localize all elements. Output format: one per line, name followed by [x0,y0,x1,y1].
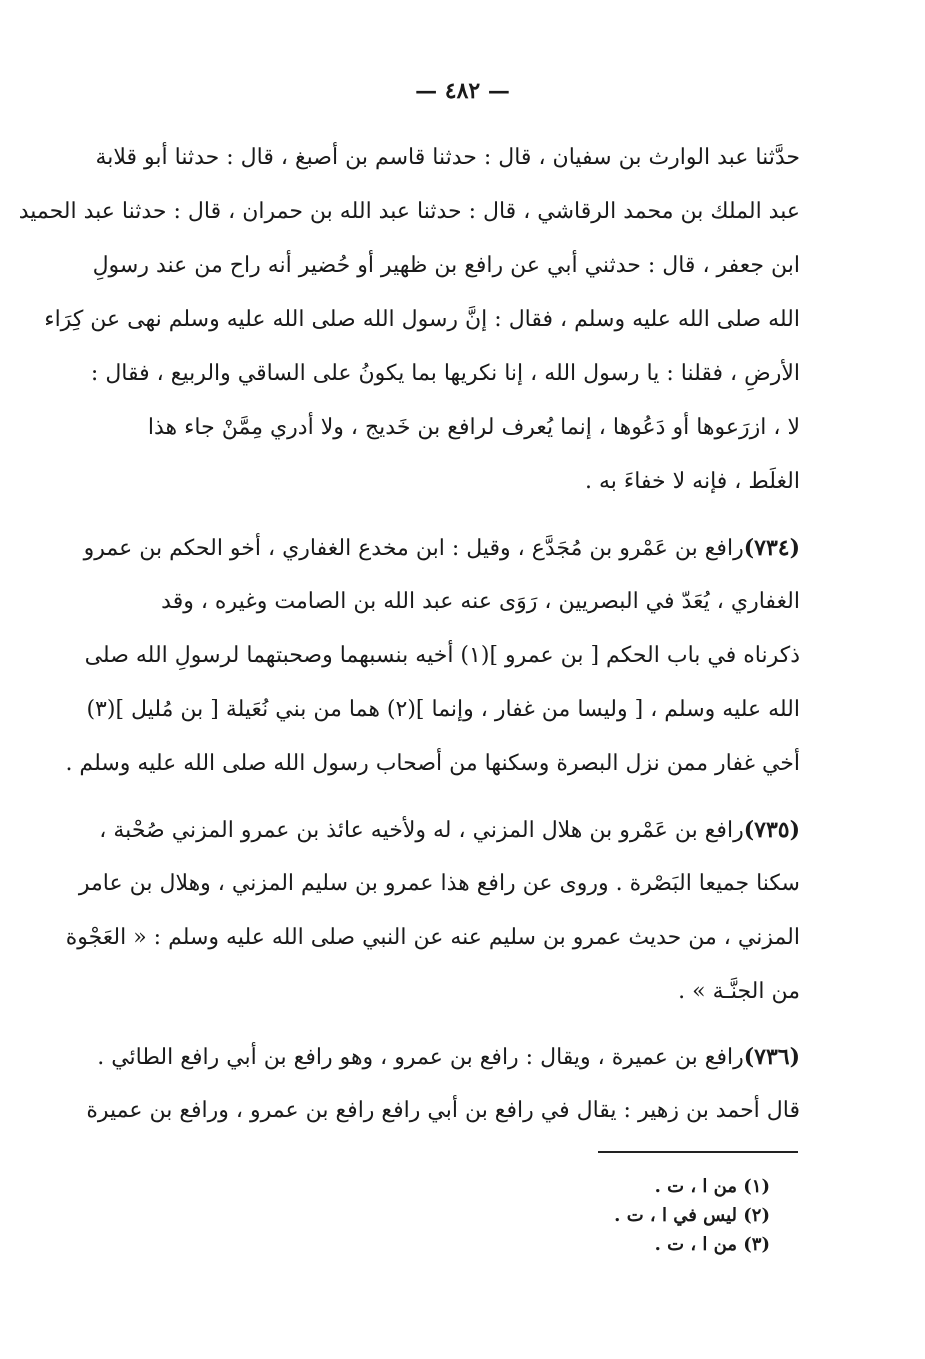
text-line: سكنا جميعا البَصْرة . وروى عن رافع هذا عمرو بن سليم المزني ، وهلال بن عامر [78,871,800,896]
entry-734 [65,521,800,791]
text-line [83,521,800,575]
paragraph-1 [18,131,800,509]
page-number: — ٤٨٢ — [415,78,510,104]
entry-735 [65,803,800,1019]
text-line: ابن جعفر ، قال : حدثني أبي عن رافع بن ظهير أو حُضير أنه راح من عند رسولِ [92,253,800,278]
text-line [97,1030,800,1084]
footnote: (٢) ليس في ا ، ت . [614,1205,770,1226]
entry-number: (٧٣٥) [743,817,800,843]
entry-first-line: رافع بن عَمْرو بن مُجَدَّع ، وقيل : ابن مخدع الغفاري ، أخو الحكم بن عمرو [83,536,744,561]
footnote-divider [598,1151,798,1153]
entry-number: (٧٣٦) [743,1044,800,1070]
entry-736 [86,1030,800,1138]
text-line: من الجنَّـة » . [678,979,800,1004]
text-line: الغلَط ، فإنه لا خفاءَ به . [584,469,800,494]
text-line: لا ، ازرَعوها أو دَعُوها ، إنما يُعرف لرافع بن خَديج ، ولا أدري مِمَّنْ جاء هذا [147,415,800,440]
footnote: (١) من ا ، ت . [654,1176,770,1197]
footnotes [520,1172,770,1259]
entry-first-line: رافع بن عَمْرو بن هلال المزني ، له ولأخيه عائذ بن عمرو المزني صُحْبة ، [99,818,744,843]
text-line: المزني ، من حديث عمرو بن سليم عنه عن النبي صلى الله عليه وسلم : « العَجْوة [65,925,800,950]
text-line: الله صلى الله عليه وسلم ، فقال : إنَّ رسول الله صلى الله عليه وسلم نهى عن كِرَاء [44,307,800,332]
text-line: حدَّثنا عبد الوارث بن سفيان ، قال : حدثنا قاسم بن أصبغ ، قال : حدثنا أبو قلابة [95,145,800,170]
text-line [99,803,800,857]
entry-first-line: رافع بن عميرة ، ويقال : رافع بن عمرو ، وهو رافع بن أبي رافع الطائي . [97,1045,744,1070]
text-line: الأرضِ ، فقلنا : يا رسول الله ، إنا نكريها بما يكونُ على الساقي والربيع ، فقال : [90,361,800,386]
entry-number: (٧٣٤) [743,535,800,561]
text-line: الغفاري ، يُعَدّ في البصريين ، رَوَى عنه عبد الله بن الصامت وغيره ، وقد [161,589,800,614]
text-line: قال أحمد بن زهير : يقال في رافع بن أبي رافع رافع بن عمرو ، ورافع بن عميرة [86,1098,800,1123]
text-line: الله عليه وسلم ، [ وليسا من غفار ، وإنما ](٢) هما من بني نُعَيلة [ بن مُليل ](٣) [86,697,800,722]
footnote: (٣) من ا ، ت . [654,1234,770,1255]
text-line: ذكرناه في باب الحكم [ بن عمرو ](١) أخيه بنسبهما وصحبتهما لرسولِ الله صلى [84,643,800,668]
text-line: عبد الملك بن محمد الرقاشي ، قال : حدثنا عبد الله بن حمران ، قال : حدثنا عبد الحميد [18,199,800,224]
text-line: أخي غفار ممن نزل البصرة وسكنها من أصحاب رسول الله صلى الله عليه وسلم . [65,751,800,776]
